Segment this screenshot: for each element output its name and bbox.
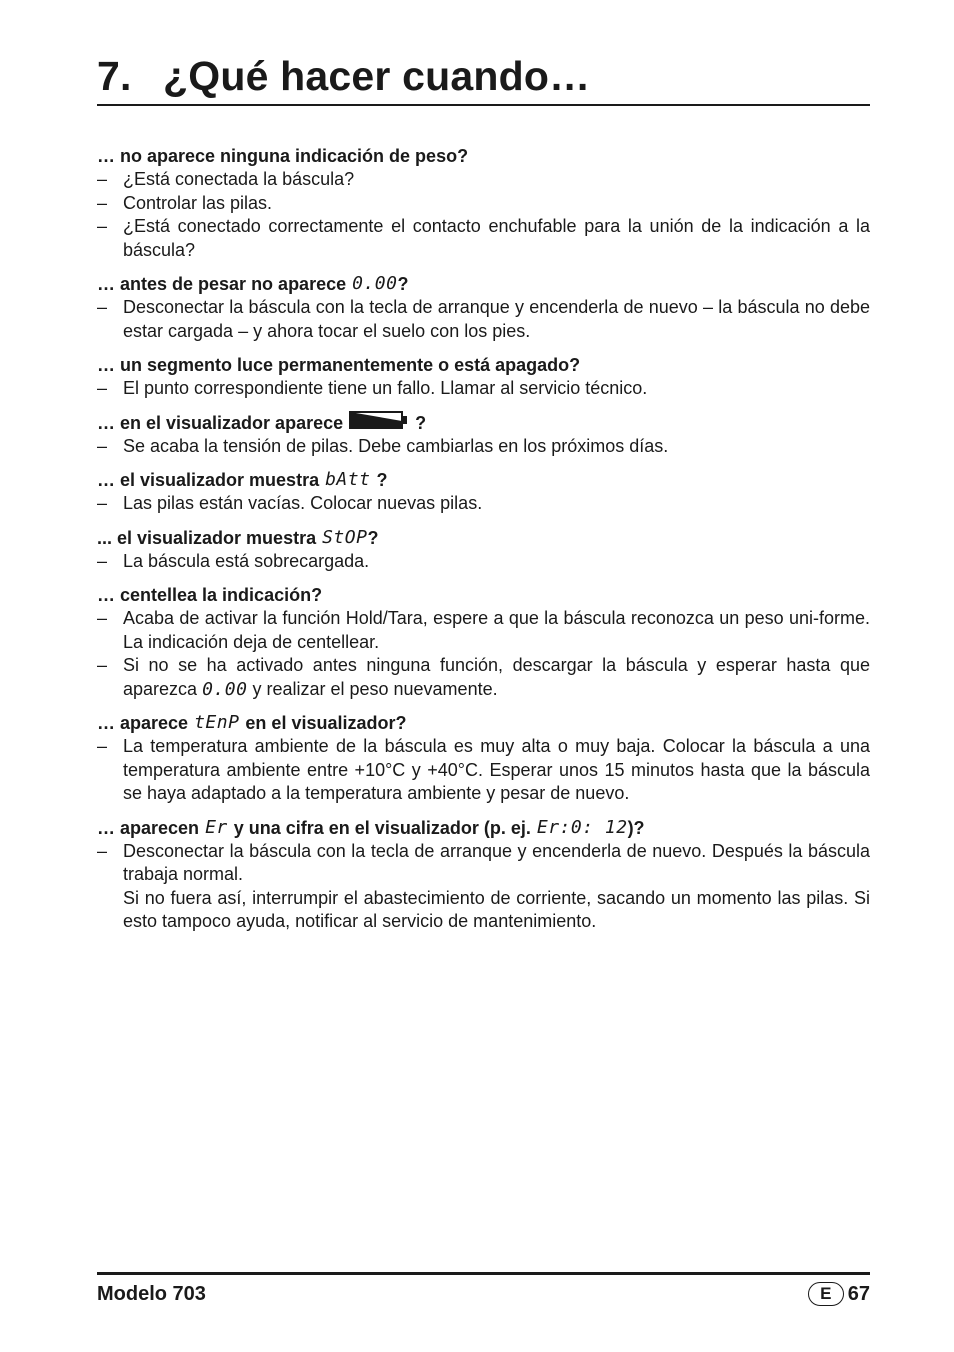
item-text: Desconectar la báscula con la tecla de arranque y encenderla de nuevo – la báscula no debe estar cargada – y ahora tocar el suelo con los pies. (123, 297, 870, 341)
item-text: ¿Está conectado correctamente el contacto enchufable para la unión de la indicación a la báscula? (123, 216, 870, 260)
list-item (97, 192, 870, 216)
item-text: ¿Está conectada la báscula? (123, 169, 355, 189)
list-item (97, 735, 870, 806)
page-title (97, 50, 590, 102)
section-temp (97, 711, 870, 806)
item-text: La temperatura ambiente de la báscula es muy alta o muy baja. Colocar la báscula a una temperatura ambiente entre +10°C y +40°C. Esperar unos 15 minutos hasta que la báscula se haya adaptado a la temperatura ambiente y pesar de nuevo. (123, 736, 870, 803)
dash-marker: – (97, 169, 108, 189)
list-item (97, 492, 870, 516)
list-item (97, 654, 870, 701)
dash-marker: – (97, 192, 108, 213)
section-no-zero (97, 272, 870, 343)
list-item (97, 168, 870, 192)
question: … antes de pesar no aparece 0.00 ? (97, 273, 409, 294)
dash-marker: – (97, 216, 108, 236)
footer-model: Modelo 703 (97, 1283, 206, 1305)
item-text: Controlar las pilas. (123, 192, 273, 213)
question: … no aparece ninguna indicación de peso? (97, 146, 469, 166)
list-item (97, 607, 870, 654)
list-item (97, 435, 870, 459)
section-battery-symbol (97, 411, 870, 459)
question: … en el visualizador aparece ? (97, 412, 427, 433)
troubleshooting-list (97, 144, 870, 944)
dash-marker: – (97, 435, 108, 456)
question: … centellea la indicación? (97, 585, 323, 605)
dash-marker: – (97, 493, 108, 513)
battery-low-icon (349, 411, 409, 435)
item-text-after: y realizar el peso nuevamente. (252, 678, 498, 699)
item-text: Si no se ha activado antes ninguna función, descargar la báscula y esperar hasta que aparezca (123, 655, 870, 699)
chapter-number: 7. (97, 53, 132, 99)
question: ... el visualizador muestra StOP ? (97, 526, 379, 548)
dash-marker: – (97, 378, 108, 398)
dash-marker: – (97, 736, 108, 756)
section-stop (97, 526, 870, 574)
dash-marker: – (97, 840, 108, 861)
item-text: Acaba de activar la función Hold/Tara, espere a que la báscula reconozca un peso uni-forme. La indicación deja de centellear. (123, 608, 870, 652)
list-item (97, 296, 870, 343)
list-item (97, 377, 870, 401)
section-error (97, 816, 870, 934)
chapter-title: ¿Qué hacer cuando… (163, 53, 591, 99)
lcd-text: Er:0: 12 (536, 816, 628, 838)
dash-marker: – (97, 297, 108, 317)
question: … aparecen Er y una cifra en el visualizador (p. ej. Er:0: 12 )? (97, 816, 645, 838)
item-text: La báscula está sobrecargada. (123, 550, 370, 571)
list-item (97, 215, 870, 262)
page-number: 67 (847, 1283, 870, 1305)
footer-page (808, 1281, 870, 1307)
section-batt (97, 468, 870, 516)
list-item (97, 550, 870, 574)
title-rule (97, 104, 870, 106)
lcd-text: StOP (322, 526, 368, 548)
item-text: Las pilas están vacías. Colocar nuevas pilas. (123, 493, 483, 513)
item-text: El punto correspondiente tiene un fallo. Llamar al servicio técnico. (123, 378, 648, 398)
list-item (97, 840, 870, 934)
section-segment (97, 353, 870, 401)
item-text: Se acaba la tensión de pilas. Debe cambiarlas en los próximos días. (123, 435, 669, 456)
item-text-extra: Si no fuera así, interrumpir el abastecimiento de corriente, sacando un momento las pilas. Si esto tampoco ayuda, notificar al servicio de mantenimiento. (123, 887, 870, 931)
lcd-text: bAtt (325, 469, 371, 490)
dash-marker: – (97, 550, 108, 571)
question: … aparece tEnP en el visualizador? (97, 712, 407, 733)
section-no-display (97, 144, 870, 262)
lcd-text: tEnP (194, 712, 240, 733)
lcd-text: 0.00 (352, 273, 398, 294)
item-text: Desconectar la báscula con la tecla de arranque y encenderla de nuevo. Después la báscula trabaja normal. (123, 840, 870, 884)
section-flashing (97, 583, 870, 701)
dash-marker: – (97, 608, 108, 628)
question: … el visualizador muestra bAtt ? (97, 469, 388, 490)
footer-rule (97, 1272, 870, 1275)
language-badge: E (808, 1282, 844, 1306)
dash-marker: – (97, 655, 108, 675)
lcd-text: Er (205, 816, 228, 838)
question: … un segmento luce permanentemente o está apagado? (97, 355, 581, 375)
lcd-text: 0.00 (202, 678, 248, 700)
